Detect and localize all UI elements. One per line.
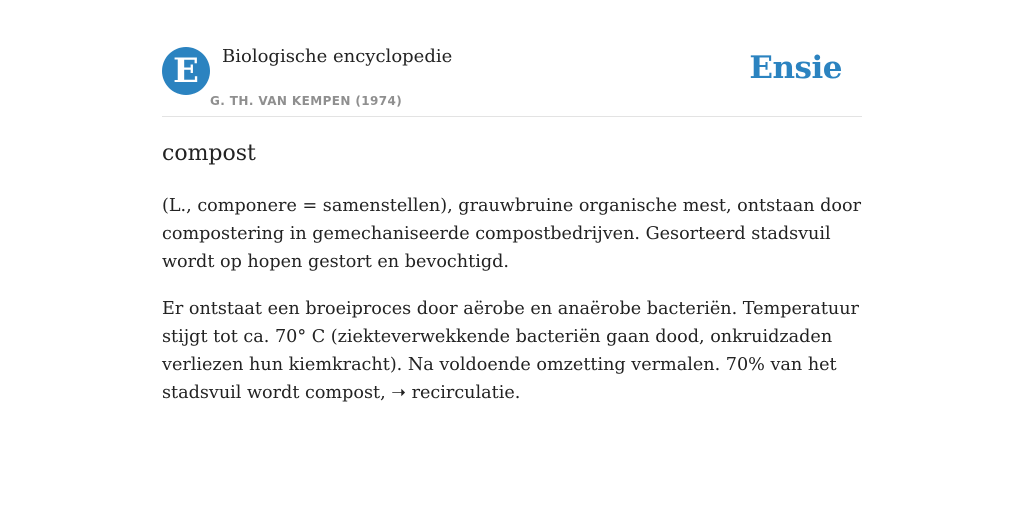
reference-arrow-icon: ➝ [391, 383, 407, 403]
ensie-logo-icon[interactable]: E [162, 47, 210, 95]
entry-title: compost [162, 141, 256, 166]
entry-paragraph-2-end: . [514, 383, 521, 403]
book-header [162, 44, 862, 117]
entry-article [162, 136, 862, 407]
reference-link-recirculatie[interactable]: recirculatie [411, 383, 515, 403]
book-title[interactable]: Biologische encyclopedie [222, 46, 453, 67]
entry-paragraph-2 [162, 295, 862, 407]
book-author-year: G. TH. VAN KEMPEN (1974) [210, 94, 403, 108]
ensie-brand-link[interactable]: Ensie [749, 50, 842, 86]
entry-paragraph-2-text: Er ontstaat een broeiproces door aërobe en anaërobe bacteriën. Temperatuur stijgt tot ca. 70° C (ziekteverwekkende bacteriën gaan dood, onkruidzaden verliezen hun kiemkracht). Na voldoende omzetting vermalen. 70% van het stadsvuil wordt compost, [162, 299, 859, 403]
entry-paragraph-1: (L., componere = samenstellen), grauwbruine organische mest, ontstaan door compostering in gemechaniseerde compostbedrijven. Gesorteerd stadsvuil wordt op hopen gestort en bevochtigd. [162, 196, 861, 272]
